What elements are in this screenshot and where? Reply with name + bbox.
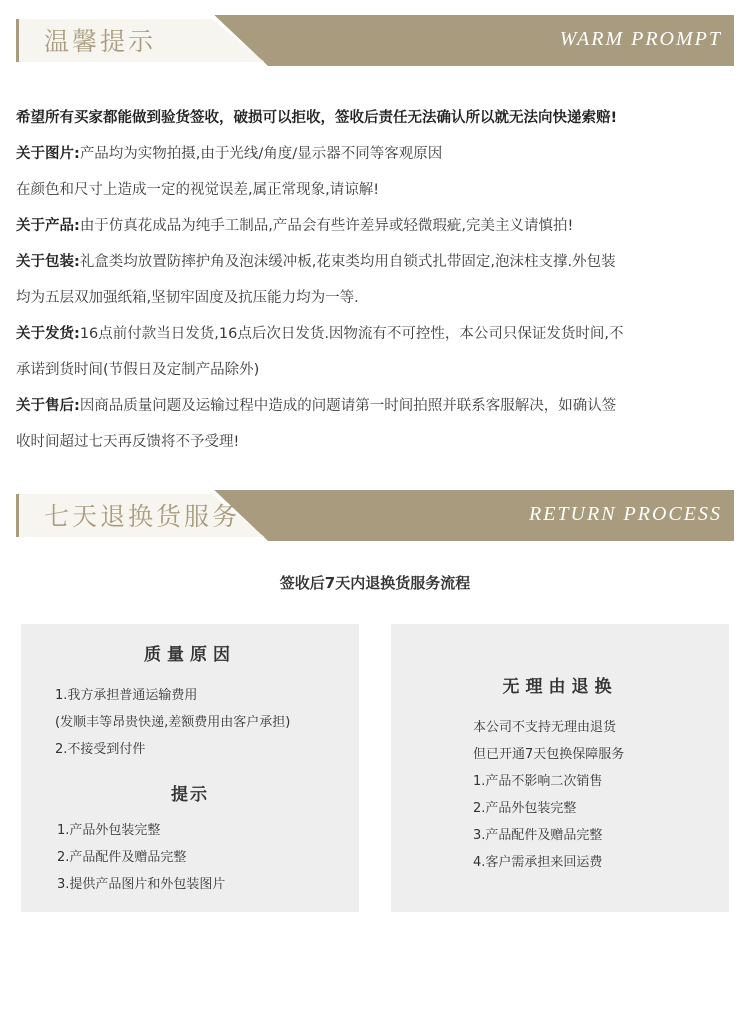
prompt-line-text: 承诺到货时间(节假日及定制产品除外)	[16, 362, 260, 378]
return-process-title: 七天退换货服务	[44, 502, 241, 531]
prompt-line	[16, 136, 736, 172]
return-flow-subtitle: 签收后7天内退换货服务流程	[279, 574, 471, 592]
no-reason-item: 本公司不支持无理由退货	[473, 720, 617, 735]
return-process-title-en: RETURN PROCESS	[529, 503, 722, 525]
prompt-line-text: 礼盒类均放置防摔护角及泡沫缓冲板,花束类均用自锁式扎带固定,泡沫柱支撑.外包装	[79, 254, 616, 270]
prompt-line-label: 关于产品:	[16, 218, 80, 234]
prompt-line	[16, 316, 736, 352]
warm-prompt-title-en: WARM PROMPT	[559, 28, 722, 50]
quality-item: 1.我方承担普通运输费用	[55, 688, 198, 703]
return-process-banner	[12, 490, 734, 541]
no-reason-item: 但已开通7天包换保障服务	[473, 747, 625, 762]
tip-item: 2.产品配件及赠品完整	[57, 850, 187, 865]
no-reason-return-box	[391, 624, 729, 912]
no-reason-heading: 无理由退换	[502, 677, 618, 697]
no-reason-item: 1.产品不影响二次销售	[473, 774, 603, 789]
prompt-line-text: 均为五层双加强纸箱,坚韧牢固度及抗压能力均为一等.	[16, 290, 359, 306]
tip-heading: 提示	[171, 785, 209, 805]
prompt-line	[16, 244, 736, 280]
warm-prompt-title: 温馨提示	[44, 27, 157, 56]
prompt-line-text: 收时间超过七天再反馈将不予受理!	[16, 434, 240, 450]
no-reason-item: 2.产品外包装完整	[473, 801, 577, 816]
tip-item: 3.提供产品图片和外包装图片	[57, 877, 226, 892]
prompt-line	[16, 280, 736, 316]
prompt-line-text: 在颜色和尺寸上造成一定的视觉误差,属正常现象,请谅解!	[16, 182, 380, 198]
prompt-line-text: 因商品质量问题及运输过程中造成的问题请第一时间拍照并联系客服解决，如确认签	[79, 398, 617, 414]
quality-item: 2.不接受到付件	[55, 742, 146, 757]
prompt-line-label: 关于售后:	[16, 398, 80, 414]
prompt-line	[16, 352, 736, 388]
quality-item: (发顺丰等昂贵快递,差额费用由客户承担)	[55, 715, 291, 730]
prompt-line	[16, 388, 736, 424]
quality-reason-heading: 质量原因	[144, 645, 236, 665]
no-reason-item: 4.客户需承担来回运费	[473, 855, 603, 870]
prompt-line	[16, 208, 736, 244]
prompt-line	[16, 172, 736, 208]
prompt-line-text: 16点前付款当日发货,16点后次日发货.因物流有不可控性，本公司只保证发货时间,不	[79, 326, 624, 342]
prompt-line-text: 希望所有买家都能做到验货签收，破损可以拒收，签收后责任无法确认所以就无法向快递索赔!	[16, 110, 618, 126]
quality-reason-box	[21, 624, 359, 912]
warm-prompt-banner	[12, 15, 734, 66]
prompt-lines	[16, 100, 736, 460]
prompt-line-text: 产品均为实物拍摄,由于光线/角度/显示器不同等客观原因	[79, 146, 443, 162]
prompt-line-text: 由于仿真花成品为纯手工制品,产品会有些许差异或轻微瑕疵,完美主义请慎拍!	[79, 218, 574, 234]
tip-item: 1.产品外包装完整	[57, 823, 161, 838]
prompt-line-label: 关于发货:	[16, 326, 80, 342]
prompt-line-label: 关于图片:	[16, 146, 80, 162]
prompt-line	[16, 424, 736, 460]
prompt-line	[16, 100, 736, 136]
prompt-line-label: 关于包装:	[16, 254, 80, 270]
no-reason-item: 3.产品配件及赠品完整	[473, 828, 603, 843]
